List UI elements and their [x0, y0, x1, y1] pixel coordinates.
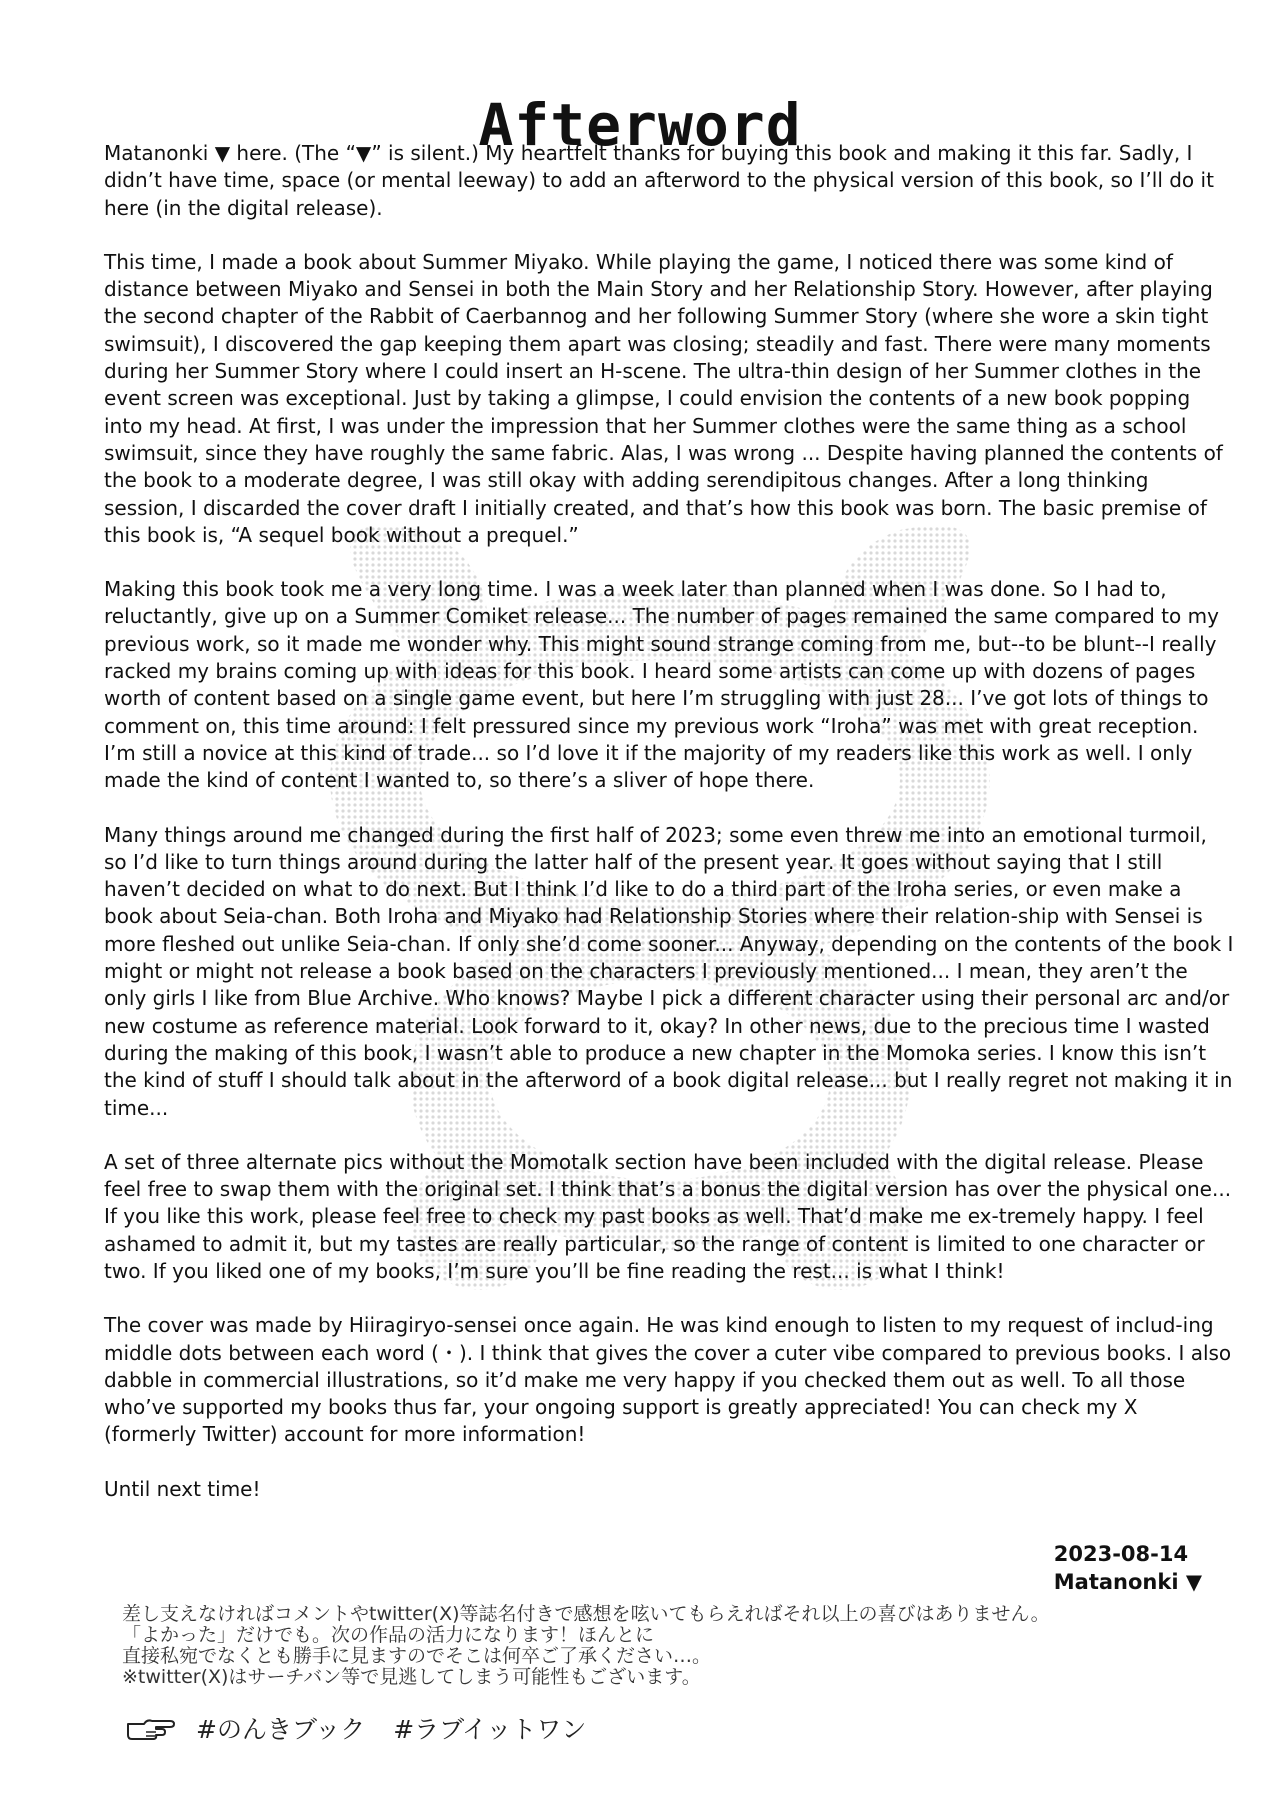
paragraph-alternate-pics: A set of three alternate pics without the Momotalk section have been included with the digital release. Please feel free to swap them with the original set. I think that’s a bonus the digital version has over the physical one... If you like this work, please feel free to check my past books as well. That’d make me ex-tremely happy. I feel ashamed to admit it, but my tastes are really particular, so the range of content is limited to one character or two. If you liked one of my books, I’m sure you’ll be fine reading the rest... is what I think! [104, 1149, 1232, 1283]
paragraph-future-plans: Many things around me changed during the first half of 2023; some even threw me into an emotional turmoil, so I’d like to turn things around during the latter half of the present year. It goes without saying that I still haven’t decided on what to do next. But I think I’d like to do a third part of the Iroha series, or even make a book about Seia-chan. Both Iroha and Miyako had Relationship Stories where their relation-ship with Sensei is more fleshed out unlike Seia-chan. If only she’d come sooner... Anyway, depending on the contents of the book I might or might not release a book based on the characters I previously mentioned... I mean, they aren’t the only girls I like from Blue Archive. Who knows? Maybe I pick a different character using their personal arc and/or new costume as reference material. Look forward to it, okay? In other news, due to the precious time I wasted during the making of this book, I wasn’t able to produce a new chapter in the Momoka series. I know this isn’t the kind of stuff I should talk about in the afterword of a book digital release... but I really regret not making it in time... [104, 822, 1234, 1120]
afterword-body [104, 140, 1234, 1530]
signature [1054, 1540, 1202, 1596]
paragraph-intro: Matanonki ▼ here. (The “▼” is silent.) My heartfelt thanks for buying this book and making it this far. Sadly, I didn’t have time, space (or mental leeway) to add an afterword to the physical version of this book, so I’ll do it here (in the digital release). [104, 141, 1214, 220]
pointing-hand-icon [126, 1715, 178, 1741]
paragraph-summer-miyako: This time, I made a book about Summer Miyako. While playing the game, I noticed there was some kind of distance between Miyako and Sensei in both the Main Story and her Relationship Story. However, after playing the second chapter of the Rabbit of Caerbannog and her following Summer Story (where she wore a skin tight swimsuit), I discovered the gap keeping them apart was closing; steadily and fast. There were many moments during her Summer Story where I could insert an H-scene. The ultra-thin design of her Summer clothes in the event screen was exceptional. Just by taking a glimpse, I could envision the contents of a new book popping into my head. At first, I was under the impression that her Summer clothes were the same thing as a school swimsuit, since they have roughly the same fabric. Alas, I was wrong ... Despite having planned the contents of the book to a moderate degree, I was still okay with adding serendipitous changes. After a long thinking session, I discarded the cover draft I initially created, and that’s how this book was born. The basic premise of this book is, “A sequel book without a prequel.” [104, 249, 1223, 547]
footer-line: ※twitter(X)はサーチバン等で見逃してしまう可能性もございます。 [122, 1666, 701, 1688]
footer-line: 差し支えなければコメントやtwitter(X)等誌名付きで感想を呟いてもらえればそれ以上の喜びはありません。 [122, 1603, 1050, 1625]
hashtag-row [126, 1710, 596, 1746]
hashtag-love-it-one[interactable]: #ラブイットワン [393, 1715, 587, 1744]
paragraph-cover-credits: The cover was made by Hiiragiryo-sensei once again. He was kind enough to listen to my request of includ-ing middle dots between each word (・). I think that gives the cover a cuter vibe compared to previous books. I also dabble in commercial illustrations, so it’d make me very happy if you checked them out as well. To all those who’ve supported my books thus far, your ongoing support is greatly appreciated! You can check my X (formerly Twitter) account for more information! [104, 1313, 1232, 1447]
paragraph-making-of: Making this book took me a very long time. I was a week later than planned when I was done. So I had to, reluctantly, give up on a Summer Comiket release... The number of pages remained the same compared to my previous work, so it made me wonder why. This might sound strange coming from me, but--to be blunt--I really racked my brains coming up with ideas for this book. I heard some artists can come up with dozens of pages worth of content based on a single game event, but here I’m struggling with just 28... I’ve got lots of things to comment on, this time around: I felt pressured since my previous work “Iroha” was met with great reception. I’m still a novice at this kind of trade... so I’d love it if the majority of my readers like this work as well. I only made the kind of content I wanted to, so there’s a sliver of hope there. [104, 577, 1219, 793]
footer-line: 直接私宛でなくとも勝手に見ますのでそこは何卒ご了承ください…。 [122, 1645, 712, 1667]
page-title: Afterword [478, 90, 802, 159]
footer-line: 「よかった」だけでも。次の作品の活力になります！ほんとに [122, 1624, 655, 1646]
hashtag-nonki-book[interactable]: #のんきブック [196, 1715, 366, 1744]
signature-author: Matanonki ▼ [1053, 1570, 1202, 1594]
signature-date: 2023-08-14 [1053, 1542, 1189, 1566]
paragraph-closing: Until next time! [104, 1476, 261, 1501]
japanese-footer-note [122, 1604, 1232, 1688]
